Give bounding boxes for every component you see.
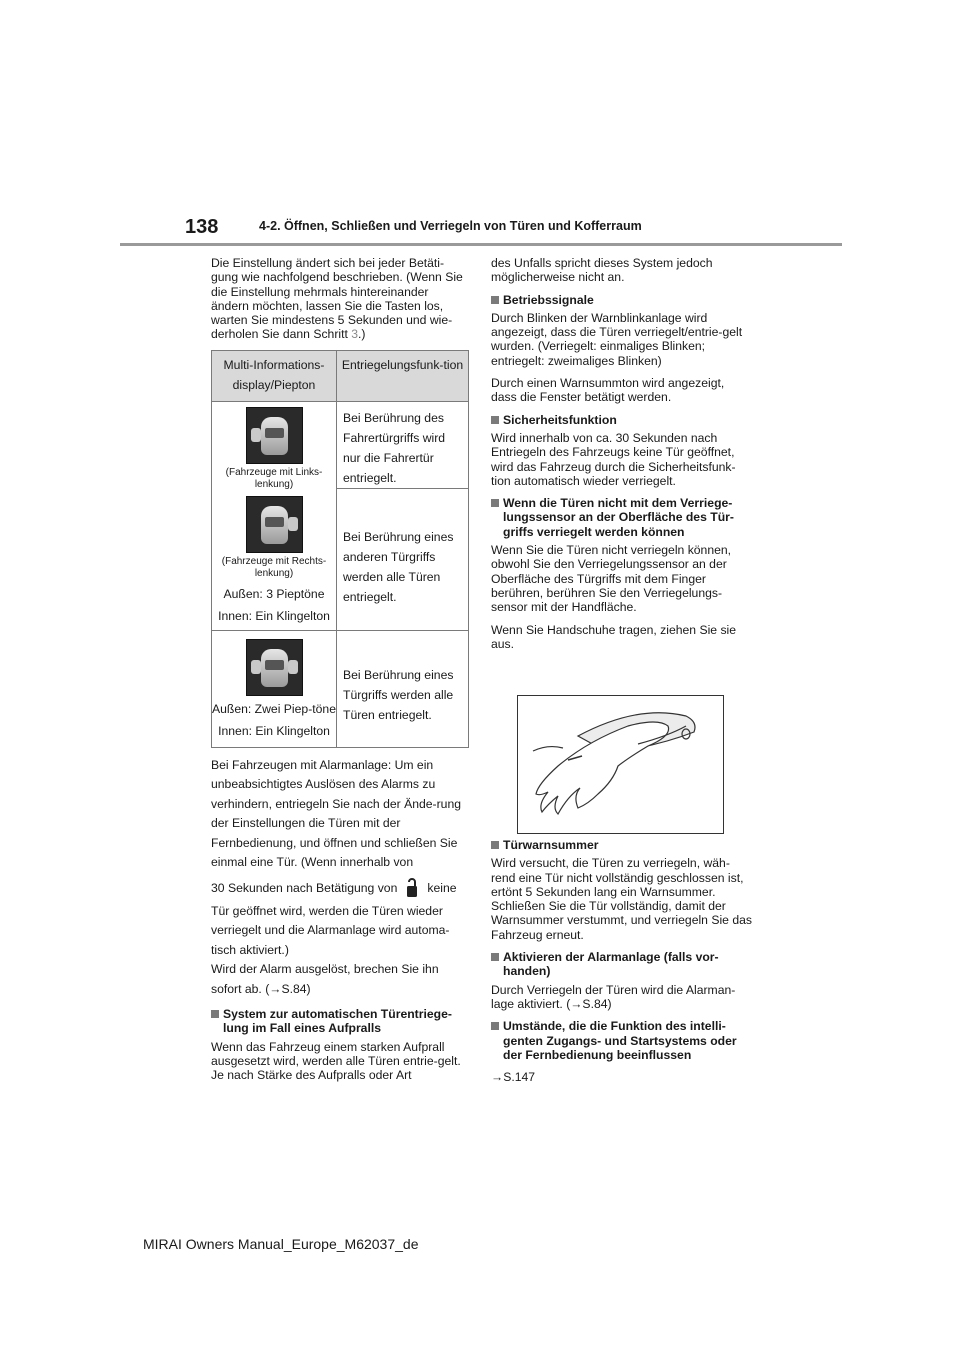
alarm-activation-text: Durch Verriegeln der Türen wird die Alarman-lage aktiviert. (→S.84) [491, 982, 736, 1011]
alarm-text-c: keine [427, 880, 457, 895]
lock-sensor-text-2: Wenn Sie Handschuhe tragen, ziehen Sie sie aus. [491, 622, 737, 651]
sound-inside-1: Innen: Ein Klingelton [218, 608, 330, 623]
section-title-text: Betriebssignale [503, 292, 594, 307]
intro-paragraph [211, 256, 469, 342]
section-heading-security-function [491, 413, 753, 427]
section-heading-door-buzzer [491, 838, 753, 852]
section-heading-influencing-factors [491, 1019, 753, 1062]
section-title-text: Wenn die Türen nicht mit dem Verriege-lungssensor an der Oberfläche des Tür-griffs verriegelt werden können [503, 496, 734, 539]
alarm-paragraph-e: Wird der Alarm ausgelöst, brechen Sie ihn sofort ab. (→S.84) [211, 962, 439, 996]
security-function-text: Wird innerhalb von ca. 30 Sekunden nach Entriegeln des Fahrzeugs keine Tür geöffnet, wird das Fahrzeug durch die Sicherheitsfunk-tion automatisch wieder verriegelt. [491, 430, 736, 488]
table-cell-function-1: Bei Berührung des Fahrertürgriffs wird nur die Fahrertür entriegelt. [337, 401, 469, 488]
influencing-factors-ref: →S.147 [491, 1070, 536, 1085]
section-title-text: Umstände, die die Funktion des intelli-genten Zugangs- und Startsystems oder der Fernbedienung beeinflussen [503, 1019, 737, 1062]
square-bullet-icon [491, 841, 499, 849]
square-bullet-icon [491, 1022, 499, 1030]
left-column [211, 256, 469, 1091]
square-bullet-icon [491, 499, 499, 507]
table-head-function: Entriegelungsfunk-tion [337, 350, 469, 401]
car-display-left-drive-icon [246, 407, 303, 464]
section-title-text: Sicherheitsfunktion [503, 412, 617, 427]
table-head-display: Multi-Informations-display/Piepton [212, 350, 337, 401]
alarm-paragraph-b [211, 875, 469, 902]
alarm-paragraph-a: Bei Fahrzeugen mit Alarmanlage: Um ein unbeabsichtigtes Auslösen des Alarms zu verhindern, entriegeln Sie nach der Ände-rung der Einstellungen die Türen mit der Fernbedienung, und öffnen und schließen Sie einmal eine Tür. (Wenn innerhalb von [211, 757, 462, 870]
intro-text: Die Einstellung ändert sich bei jeder Betäti-gung wie nachfolgend beschrieben. (Wenn Sie die Einstellung mehrmals hintereinander ändern möchten, lassen Sie die Tasten los, warten Sie mindestens 5 Sekunden und wie-derholen Sie dann Schritt [211, 256, 463, 342]
section-title-text: System zur automatischen Türentriege-lung im Fall eines Aufpralls [223, 1007, 452, 1036]
table-cell-function-2: Bei Berührung eines anderen Türgriffs werden alle Türen entriegelt. [337, 488, 469, 630]
caption-left-drive: (Fahrzeuge mit Links-lenkung) [225, 466, 323, 490]
section-heading-impact-unlock [211, 1007, 469, 1036]
section-title-text: Türwarnsummer [503, 838, 599, 852]
sound-outside-3: Außen: Zwei Piep-töne [212, 701, 336, 716]
footer-text: MIRAI Owners Manual_Europe_M62037_de [143, 1236, 419, 1252]
section-heading-operation-signals [491, 293, 753, 307]
sound-inside-3: Innen: Ein Klingelton [218, 723, 330, 738]
right-column-lower [491, 838, 753, 1092]
operation-signals-text-1: Durch Blinken der Warnblinkanlage wird angezeigt, dass die Türen verriegelt/entrie-gelt wurden. (Verriegelt: einmaliges Blinken; entriegelt: zweimaliges Blinken) [491, 310, 743, 368]
lock-sensor-text-1: Wenn Sie die Türen nicht verriegeln können, obwohl Sie den Verriegelungssensor an der Oberfläche des Türgriffs mit dem Finger berühren, berühren Sie den Verriegelungs-sensor mit der Handfläche. [491, 543, 732, 615]
square-bullet-icon [491, 296, 499, 304]
sound-outside-1: Außen: 3 Pieptöne [223, 586, 325, 601]
operation-signals-text-2: Durch einen Warnsummton wird angezeigt, dass die Fenster betätigt werden. [491, 376, 725, 405]
table-cell-display-1 [212, 401, 337, 630]
car-display-all-doors-icon [246, 639, 303, 696]
car-display-right-drive-icon [246, 496, 303, 553]
square-bullet-icon [491, 416, 499, 424]
page-number: 138 [185, 216, 219, 238]
table-cell-function-3: Bei Berührung eines Türgriffs werden alle Türen entriegelt. [337, 630, 469, 747]
impact-unlock-text: Wenn das Fahrzeug einem starken Aufprall ausgesetzt wird, werden alle Türen entrie-gelt. Je nach Stärke des Aufpralls oder Art [211, 1039, 461, 1083]
chapter-title: 4-2. Öffnen, Schließen und Verriegeln von Türen und Kofferraum [259, 219, 642, 233]
step-ref: 3 [351, 327, 359, 342]
square-bullet-icon [211, 1010, 219, 1018]
alarm-paragraph-d: Tür geöffnet wird, werden die Türen wieder verriegelt und die Alarmanlage wird automa-tisch aktiviert.) [211, 903, 450, 957]
hand-on-door-handle-illustration [517, 695, 724, 834]
continued-text: des Unfalls spricht dieses System jedoch möglicherweise nicht an. [491, 256, 713, 285]
section-title-text: Aktivieren der Alarmanlage (falls vor-handen) [503, 950, 719, 979]
right-column [491, 256, 753, 659]
section-heading-alarm-activation [491, 950, 753, 979]
alarm-text-b: 30 Sekunden nach Betätigung von [211, 880, 398, 895]
header-rule [120, 243, 842, 246]
caption-right-drive: (Fahrzeuge mit Rechts-lenkung) [221, 555, 327, 579]
section-heading-lock-sensor [491, 496, 753, 539]
door-buzzer-text: Wird versucht, die Türen zu verriegeln, wäh-rend eine Tür nicht vollständig geschlossen ist, ertönt 5 Sekunden lang ein Warnsummer. Schließen Sie die Tür vollständig, damit der Warnsummer verstummt, und verriegeln Sie das Fahrzeug erneut. [491, 856, 752, 942]
square-bullet-icon [491, 953, 499, 961]
table-cell-display-3 [212, 630, 337, 747]
lock-key-icon [401, 876, 423, 902]
intro-end: .) [358, 327, 366, 342]
settings-table [211, 350, 469, 748]
